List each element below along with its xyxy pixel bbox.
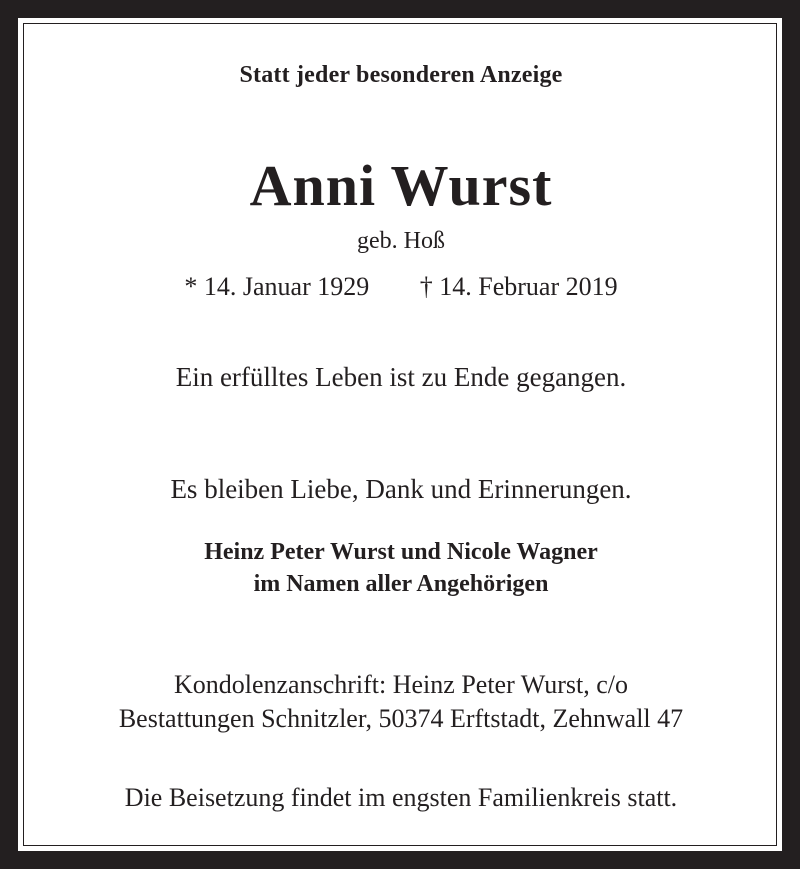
death-date: † 14. Februar 2019	[419, 272, 618, 301]
signers-relation: im Namen aller Angehörigen	[253, 571, 549, 597]
funeral-note: Die Beisetzung findet im engsten Familienkreis statt.	[124, 783, 678, 812]
life-dates	[18, 272, 784, 302]
condolence-address	[18, 668, 784, 736]
obituary-card	[16, 16, 784, 853]
maiden-name: geb. Hoß	[357, 228, 445, 254]
memorial-quote-1: Ein erfülltes Leben ist zu Ende gegangen.	[175, 362, 627, 392]
birth-date: * 14. Januar 1929	[184, 272, 370, 301]
condolence-line-1: Kondolenzanschrift: Heinz Peter Wurst, c/o	[173, 670, 629, 699]
condolence-line-2: Bestattungen Schnitzler, 50374 Erftstadt, Zehnwall 47	[118, 704, 684, 733]
memorial-quote-2: Es bleiben Liebe, Dank und Erinnerungen.	[170, 474, 632, 504]
notice-header: Statt jeder besonderen Anzeige	[239, 62, 563, 88]
signers-names: Heinz Peter Wurst und Nicole Wagner	[204, 539, 598, 565]
signers-block	[18, 536, 784, 600]
deceased-name: Anni Wurst	[249, 153, 553, 218]
